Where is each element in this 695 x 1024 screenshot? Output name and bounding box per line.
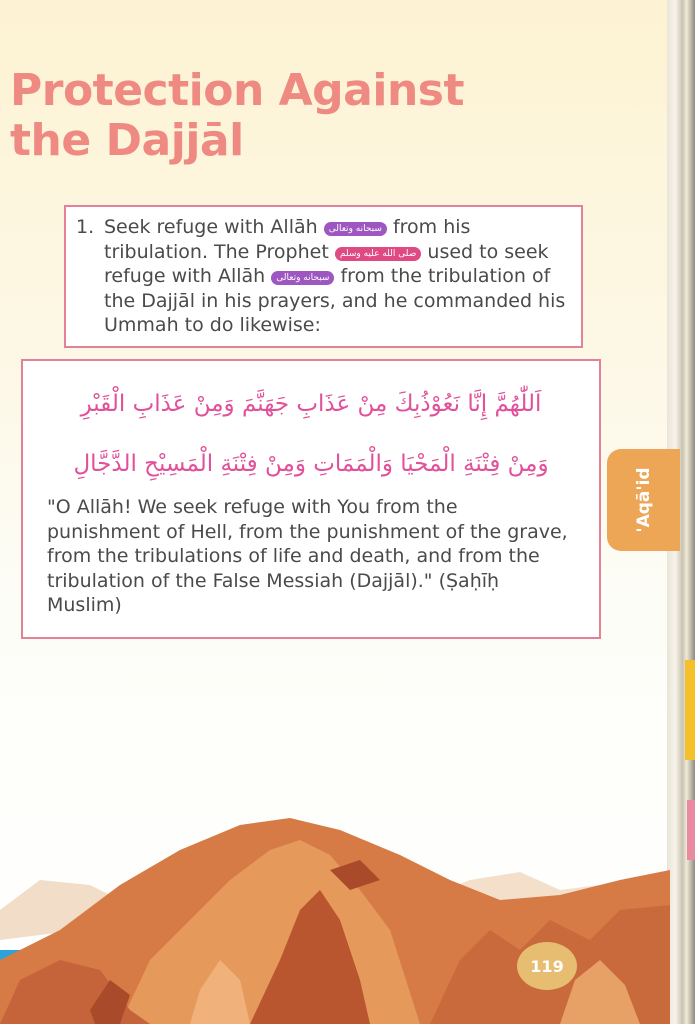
page-title xyxy=(10,66,464,166)
point-item xyxy=(76,215,571,338)
point-text-part-4: from the tribulation of the Dajjāl in his prayers, and he commanded his Ummah to do likewise: xyxy=(104,265,566,336)
edge-tab-yellow xyxy=(685,660,695,760)
dua-arabic-line-1: اَللّٰهُمَّ إِنَّا نَعُوْذُبِكَ مِنْ عَذَابِ جَهَنَّمَ وَمِنْ عَذَابِ الْقَبْرِ xyxy=(80,391,542,417)
dua-box xyxy=(21,359,601,639)
honorific-allah-badge-2: سبحانه وتعالى xyxy=(271,271,334,285)
page-number: 119 xyxy=(517,942,577,990)
mountain-illustration xyxy=(0,810,670,1024)
edge-tab-pink xyxy=(687,800,695,860)
honorific-allah-badge-1: سبحانه وتعالى xyxy=(324,222,387,236)
dua-translation: "O Allāh! We seek refuge with You from the punishment of Hell, from the punishment of the grave, from the tribulations of life and death, and from the tribulation of the False Messiah (Dajjāl)." (Ṣaḥīḥ Muslim) xyxy=(47,496,568,616)
honorific-prophet-badge: صلى الله عليه وسلم xyxy=(335,247,422,261)
point-text-part-3: used to seek refuge with Allāh xyxy=(104,240,549,287)
point-text-part-2: from his tribulation. The Prophet xyxy=(104,216,471,263)
point-text-part-1: Seek refuge with Allāh xyxy=(104,216,318,238)
page-title-line-2: the Dajjāl xyxy=(10,115,244,166)
dua-arabic-line-2: وَمِنْ فِتْنَةِ الْمَحْيَا وَالْمَمَاتِ وَمِنْ فِتْنَةِ الْمَسِيْحِ الدَّجَّالِ xyxy=(73,451,549,477)
point-box xyxy=(64,205,583,348)
section-tab xyxy=(607,449,680,551)
point-text xyxy=(104,215,571,338)
page-title-line-1: Protection Against xyxy=(10,65,464,116)
section-tab-label: 'Aqā'id xyxy=(633,467,654,533)
point-number: 1. xyxy=(76,216,95,238)
